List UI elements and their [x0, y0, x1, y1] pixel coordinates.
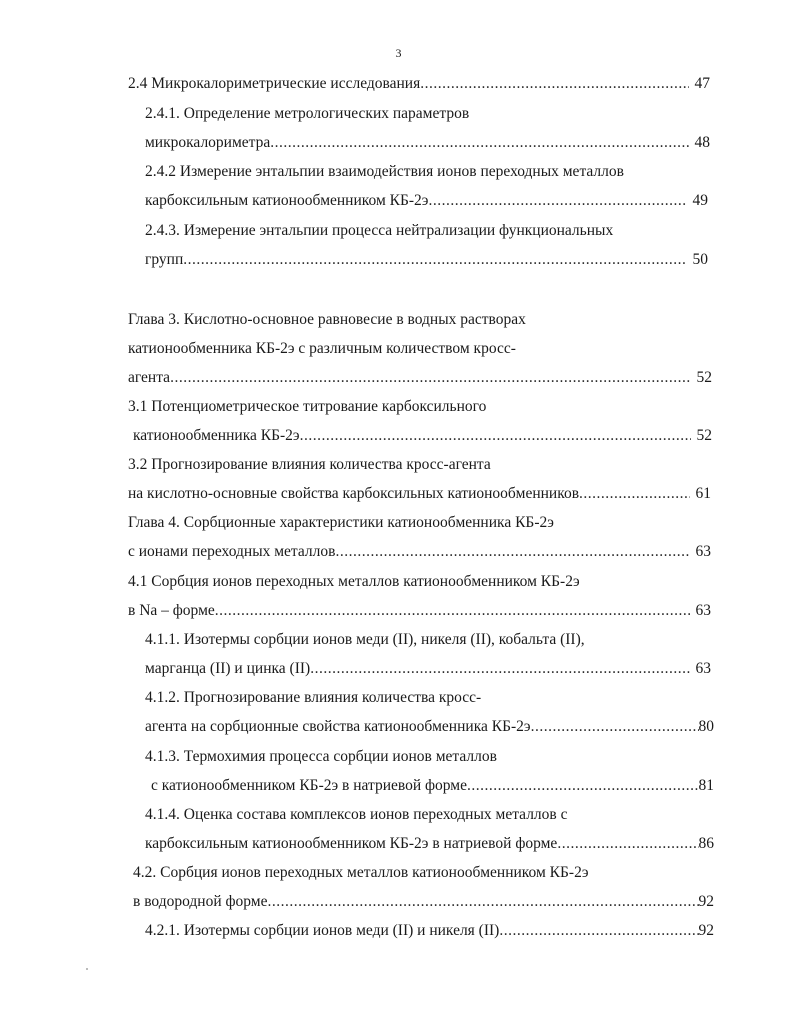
- toc-chapter-4: [128, 544, 711, 564]
- toc-entry-4-1-4: [145, 836, 714, 856]
- toc-entry-4-2-line1: 4.2. Сорбция ионов переходных металлов катионообменником КБ-2э: [133, 864, 589, 881]
- toc-entry-page: 92: [698, 893, 714, 910]
- toc-leader-dots: [499, 923, 698, 939]
- toc-entry-title: с катионообменником КБ-2э в натриевой форме: [151, 777, 467, 794]
- toc-entry-4-2: [133, 894, 714, 914]
- toc-entry-title: с ионами переходных металлов: [128, 543, 336, 560]
- toc-entry-3-1-line1: 3.1 Потенциометрическое титрование карбоксильного: [128, 398, 487, 415]
- toc-entry-title: 2.4 Микрокалориметрические исследования: [128, 75, 421, 92]
- toc-entry-page: 81: [698, 777, 714, 794]
- toc-entry-4-1-3-line1: 4.1.3. Термохимия процесса сорбции ионов металлов: [145, 748, 497, 765]
- toc-entry-page: 48: [694, 134, 710, 151]
- toc-entry-2-4-1: [145, 135, 710, 155]
- toc-leader-dots: [300, 428, 691, 444]
- toc-chapter-4-line1: Глава 4. Сорбционные характеристики катионообменника КБ-2э: [128, 514, 554, 531]
- toc-entry-2-4-3: [145, 252, 708, 272]
- toc-leader-dots: [579, 486, 689, 502]
- toc-entry-4-1-1-line1: 4.1.1. Изотермы сорбции ионов меди (II), никеля (II), кобальта (II),: [145, 631, 585, 648]
- toc-entry-title: марганца (II) и цинка (II): [145, 660, 311, 677]
- toc-leader-dots: [557, 836, 698, 852]
- toc-entry-page: 86: [698, 835, 714, 852]
- toc-entry-page: 63: [695, 602, 711, 619]
- toc-entry-2-4: [128, 76, 710, 96]
- toc-entry-3-1: [133, 428, 712, 448]
- toc-entry-title: агента: [128, 369, 171, 386]
- toc-chapter-3-line1: Глава 3. Кислотно-основное равновесие в водных растворах: [128, 311, 526, 328]
- toc-entry-page: 47: [694, 75, 710, 92]
- toc-entry-2-4-2: [145, 193, 708, 213]
- page-number: 3: [395, 46, 402, 60]
- toc-entry-page: 63: [695, 660, 711, 677]
- toc-entry-title: 4.2.1. Изотермы сорбции ионов меди (II) и никеля (II): [145, 922, 500, 939]
- toc-chapter-3-line2: катионообменника КБ-2э с различным количеством кросс-: [128, 340, 516, 357]
- toc-entry-4-1: [128, 603, 711, 623]
- toc-leader-dots: [270, 135, 688, 151]
- toc-leader-dots: [531, 719, 699, 735]
- toc-entry-page: 80: [698, 718, 714, 735]
- toc-entry-title: групп: [145, 251, 184, 268]
- toc-entry-3-2-line1: 3.2 Прогнозирование влияния количества кросс-агента: [128, 456, 491, 473]
- toc-entry-title: в Na – форме: [128, 602, 215, 619]
- toc-leader-dots: [428, 193, 686, 209]
- toc-entry-4-1-4-line1: 4.1.4. Оценка состава комплексов ионов переходных металлов с: [145, 806, 568, 823]
- toc-entry-4-1-line1: 4.1 Сорбция ионов переходных металлов катионообменником КБ-2э: [128, 573, 580, 590]
- toc-entry-2-4-1-line1: 2.4.1. Определение метрологических параметров: [145, 105, 470, 122]
- toc-leader-dots: [467, 778, 699, 794]
- toc-entry-title: карбоксильным катионообменником КБ-2э в натриевой форме: [145, 835, 558, 852]
- toc-leader-dots: [310, 661, 689, 677]
- toc-chapter-3: [128, 370, 712, 390]
- toc-entry-title: на кислотно-основные свойства карбоксильных катионообменников: [128, 485, 580, 502]
- toc-leader-dots: [183, 252, 686, 268]
- toc-leader-dots: [420, 76, 688, 92]
- toc-entry-2-4-2-line1: 2.4.2 Измерение энтальпии взаимодействия ионов переходных металлов: [145, 163, 624, 180]
- toc-entry-4-1-2: [145, 719, 714, 739]
- toc-entry-page: 52: [696, 427, 712, 444]
- toc-entry-page: 50: [692, 251, 708, 268]
- toc-leader-dots: [268, 894, 699, 910]
- toc-entry-4-1-1: [145, 661, 711, 681]
- toc-entry-title: микрокалориметра: [145, 134, 271, 151]
- toc-entry-title: агента на сорбционные свойства катионообменника КБ-2э: [145, 718, 531, 735]
- toc-entry-2-4-3-line1: 2.4.3. Измерение энтальпии процесса нейтрализации функциональных: [145, 222, 614, 239]
- toc-entry-title: катионообменника КБ-2э: [133, 427, 300, 444]
- toc-entry-page: 52: [696, 369, 712, 386]
- toc-leader-dots: [170, 370, 690, 386]
- toc-entry-4-1-3: [151, 778, 714, 798]
- scan-speck: [86, 968, 88, 970]
- toc-entry-page: 61: [695, 485, 711, 502]
- toc-entry-page: 92: [698, 922, 714, 939]
- toc-entry-title: карбоксильным катионообменником КБ-2э: [145, 192, 429, 209]
- toc-entry-title: в водородной форме: [133, 893, 268, 910]
- toc-entry-3-2: [128, 486, 711, 506]
- toc-entry-page: 49: [692, 192, 708, 209]
- toc-entry-4-2-1: [145, 923, 714, 943]
- toc-entry-4-1-2-line1: 4.1.2. Прогнозирование влияния количества кросс-: [145, 689, 482, 706]
- toc-leader-dots: [215, 603, 690, 619]
- toc-leader-dots: [335, 544, 689, 560]
- toc-entry-page: 63: [695, 543, 711, 560]
